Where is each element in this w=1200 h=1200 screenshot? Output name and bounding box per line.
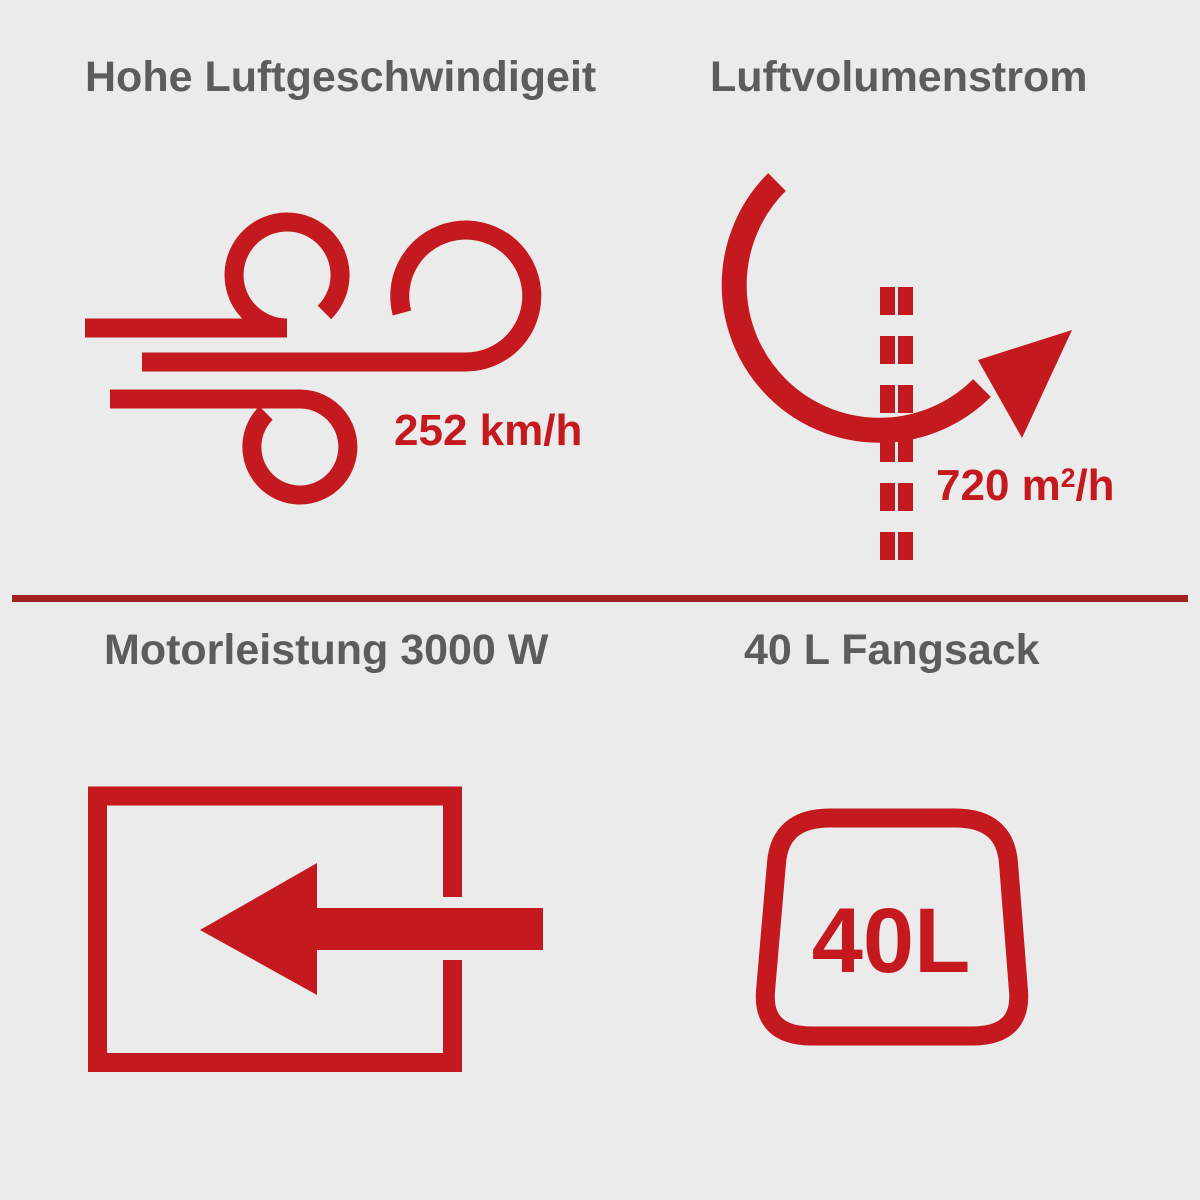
bag-volume-value: 40L [811, 890, 971, 992]
air-volume-title: Luftvolumenstrom [710, 53, 1088, 101]
air-volume-value-unit: /h [1075, 461, 1115, 510]
motor-power-title: Motorleistung 3000 W [104, 626, 549, 674]
wind-line-bottom [110, 399, 348, 495]
air-speed-title: Hohe Luftgeschwindigeit [85, 53, 597, 101]
bag-title: 40 L Fangsack [744, 626, 1040, 674]
flow-arrowhead [978, 330, 1072, 438]
flow-arc [734, 182, 982, 430]
divider [12, 595, 1188, 602]
air-volume-value-number: 720 m [936, 461, 1061, 510]
wind-line-top [85, 222, 340, 328]
box-left-arrow-icon [98, 796, 544, 1063]
air-volume-value [936, 461, 1115, 510]
air-volume-value-superscript: 2 [1060, 462, 1076, 493]
left-arrow [200, 863, 543, 995]
air-speed-value: 252 km/h [394, 406, 583, 455]
